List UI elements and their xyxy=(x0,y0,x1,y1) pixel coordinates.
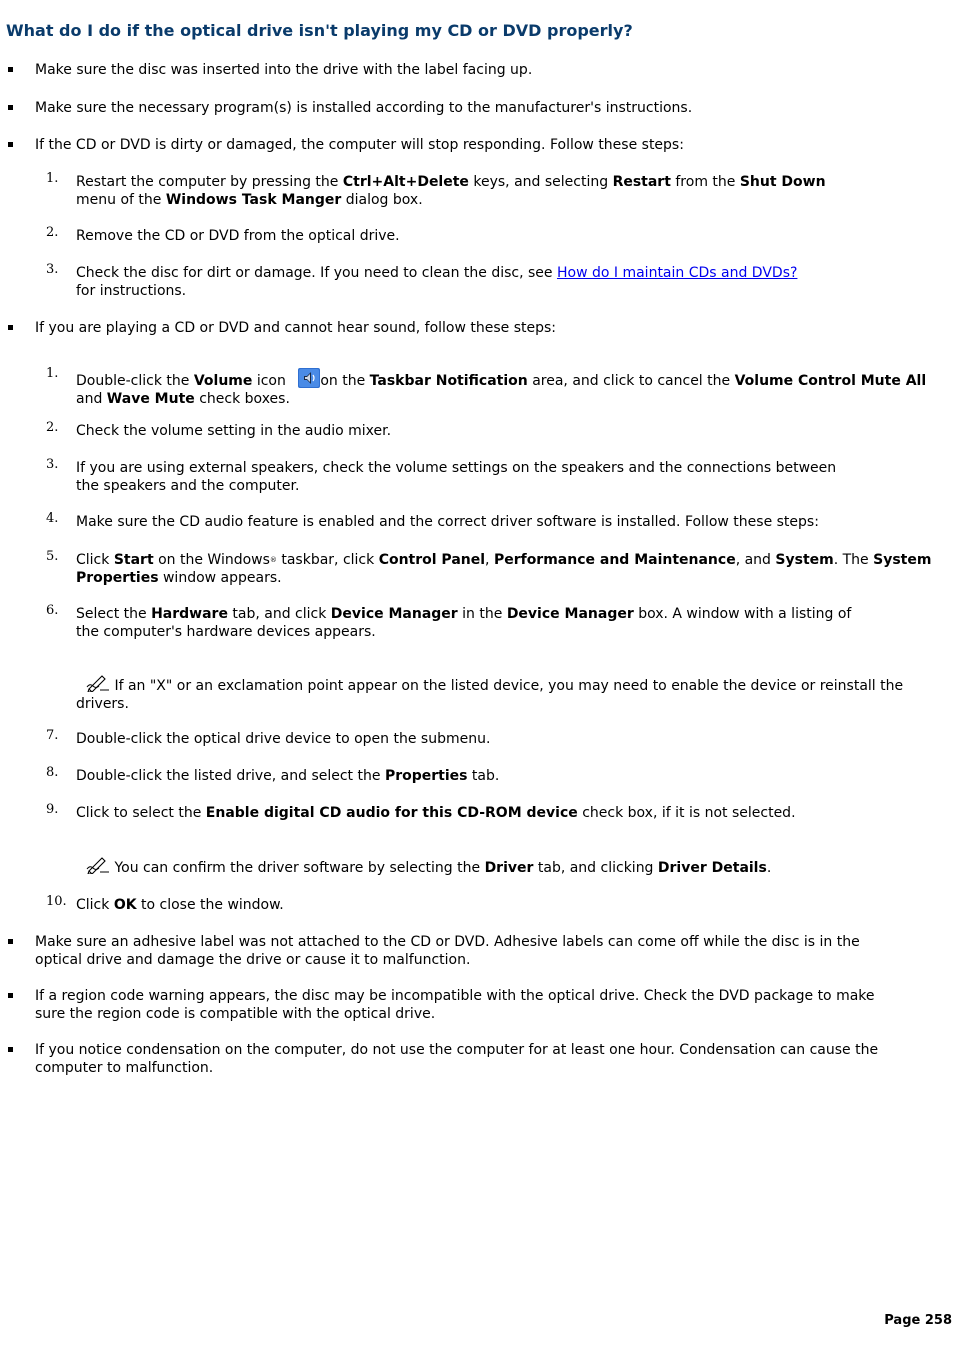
bullet-marker xyxy=(8,325,13,330)
step-number: 4. xyxy=(46,511,59,526)
bullet-marker xyxy=(8,1047,13,1052)
step-item: 3. If you are using external speakers, check the volume settings on the speakers and the connections between the speakers and the computer. xyxy=(46,457,837,494)
step-number: 8. xyxy=(46,765,59,780)
step-number: 6. xyxy=(46,603,59,618)
bullet-marker xyxy=(8,939,13,944)
step-item: 1. Double-click the Volume icon on the Taskbar Notification area, and click to cancel the Volume Control Mute All and Wave Mute check boxes. xyxy=(46,366,927,407)
step-number: 1. xyxy=(46,171,59,186)
page-number: Page 258 xyxy=(884,1313,952,1328)
pencil-note-icon xyxy=(86,674,110,692)
step-item: 2. Remove the CD or DVD from the optical drive. xyxy=(46,225,400,244)
bullet-marker xyxy=(8,67,13,72)
bullet-item: Make sure the necessary program(s) is installed according to the manufacturer's instructions. xyxy=(35,99,925,117)
step-item: 3. Check the disc for dirt or damage. If you need to clean the disc, see How do I maintain CDs and DVDs? for instructions. xyxy=(46,262,798,299)
step-number: 3. xyxy=(46,457,59,472)
step-item: 2. Check the volume setting in the audio mixer. xyxy=(46,420,392,439)
step-number: 7. xyxy=(46,728,59,743)
page-title: What do I do if the optical drive isn't playing my CD or DVD properly? xyxy=(6,21,633,40)
step-number: 5. xyxy=(46,549,59,564)
step-number: 1. xyxy=(46,366,59,381)
step-item: 8. Double-click the listed drive, and select the Properties tab. xyxy=(46,765,500,784)
step-item: 1. Restart the computer by pressing the Ctrl+Alt+Delete keys, and selecting Restart from the Shut Down menu of the Windows Task Manger dialog box. xyxy=(46,171,826,208)
bullet-item: Make sure an adhesive label was not attached to the CD or DVD. Adhesive labels can come off while the disc is in the optical drive and damage the drive or cause it to malfunction. xyxy=(35,933,905,969)
note-box: If an "X" or an exclamation point appear on the listed device, you may need to enable the device or reinstall the drivers. xyxy=(76,674,946,713)
bullet-item: Make sure the disc was inserted into the drive with the label facing up. xyxy=(35,61,925,79)
bullet-item: If you are playing a CD or DVD and cannot hear sound, follow these steps: xyxy=(35,319,925,337)
volume-speaker-icon xyxy=(298,368,320,388)
note-box: You can confirm the driver software by selecting the Driver tab, and clicking Driver Details. xyxy=(76,856,946,877)
bullet-marker xyxy=(8,105,13,110)
step-number: 2. xyxy=(46,225,59,240)
step-number: 9. xyxy=(46,802,59,817)
step-item: 6. Select the Hardware tab, and click Device Manager in the Device Manager box. A window with a listing of the computer's hardware devices appears. xyxy=(46,603,852,640)
bullet-marker xyxy=(8,993,13,998)
maintain-cds-link[interactable]: How do I maintain CDs and DVDs? xyxy=(556,265,798,281)
bullet-marker xyxy=(8,142,13,147)
step-item: 10. Click OK to close the window. xyxy=(46,894,284,913)
bullet-item: If the CD or DVD is dirty or damaged, the computer will stop responding. Follow these steps: xyxy=(35,136,925,154)
step-item: 4. Make sure the CD audio feature is enabled and the correct driver software is installed. Follow these steps: xyxy=(46,511,819,530)
step-number: 2. xyxy=(46,420,59,435)
bullet-item: If you notice condensation on the computer, do not use the computer for at least one hour. Condensation can cause the computer to malfunction. xyxy=(35,1041,885,1077)
step-number: 10. xyxy=(46,894,67,909)
step-item: 7. Double-click the optical drive device to open the submenu. xyxy=(46,728,491,747)
step-item: 9. Click to select the Enable digital CD audio for this CD-ROM device check box, if it is not selected. xyxy=(46,802,796,821)
step-number: 3. xyxy=(46,262,59,277)
bullet-item: If a region code warning appears, the disc may be incompatible with the optical drive. Check the DVD package to make sure the region code is compatible with the optical drive. xyxy=(35,987,905,1023)
pencil-note-icon xyxy=(86,856,110,874)
step-item: 5. Click Start on the Windows® taskbar, click Control Panel, Performance and Maintenance, and System. The System Properties window appears. xyxy=(46,549,932,586)
